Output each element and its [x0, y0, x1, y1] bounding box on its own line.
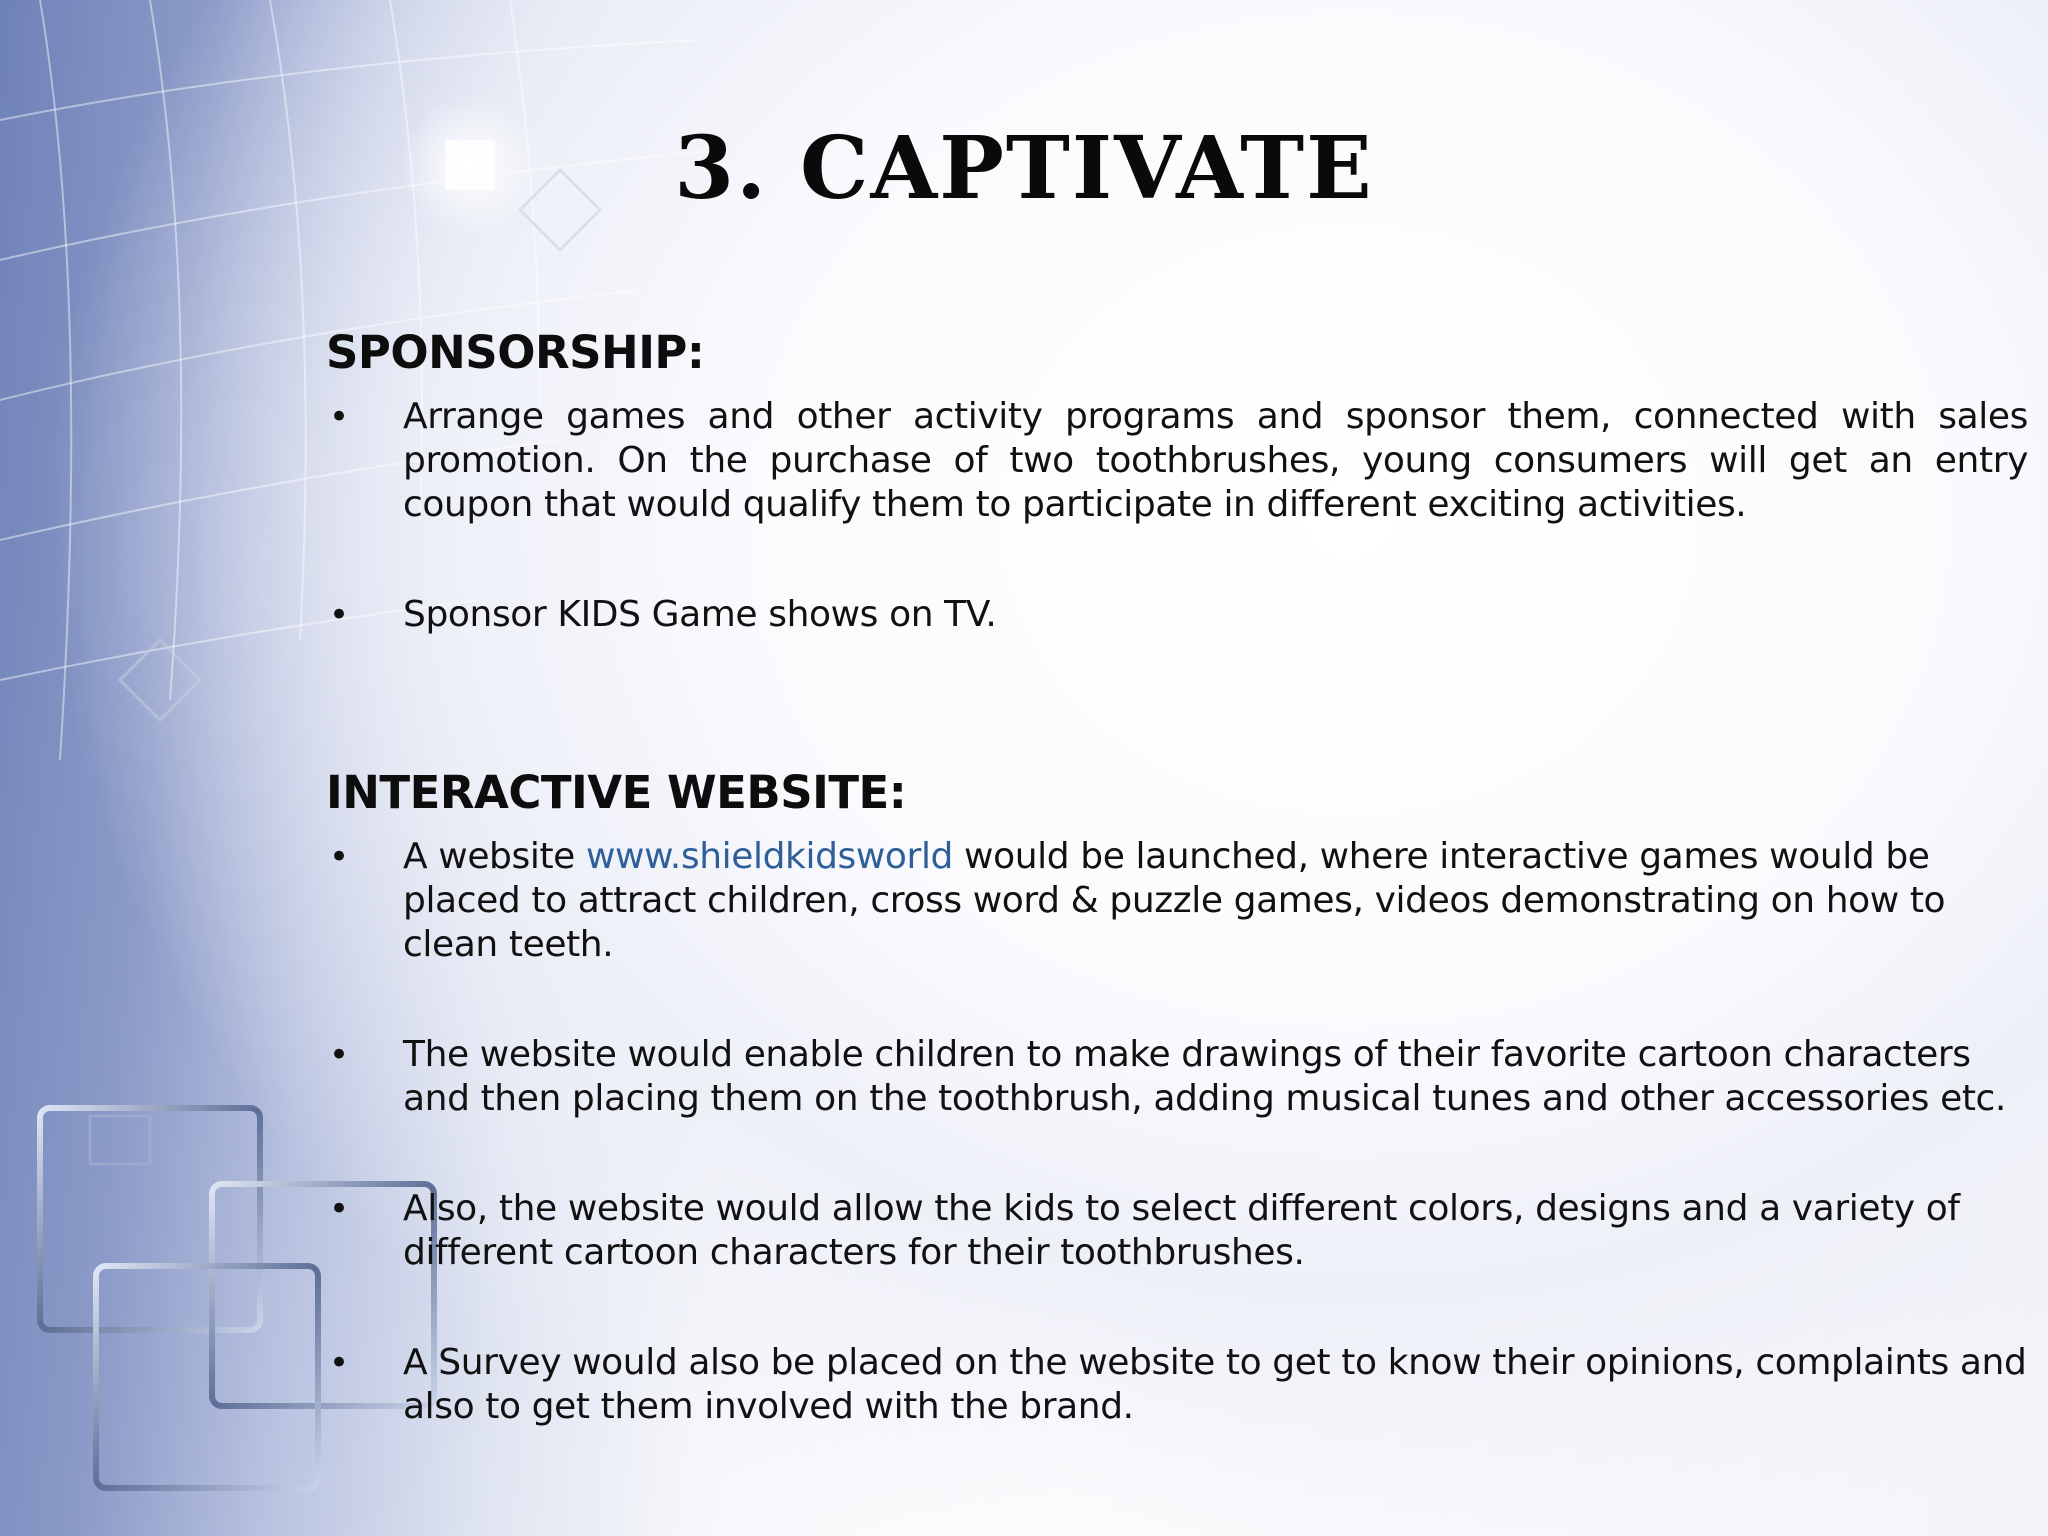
- website-heading: INTERACTIVE WEBSITE:: [326, 766, 907, 819]
- list-item-text: Also, the website would allow the kids to select different colors, designs and a variety of different cartoon characters for their toothbrushes.: [403, 1188, 1960, 1273]
- slide-content: [326, 326, 2028, 1427]
- text-run: would be launched, where interactive games would be placed to attract children, cross word & puzzle games, videos demonstrating on how to clean teeth.: [403, 836, 1946, 965]
- list-item: [326, 1033, 2028, 1121]
- sponsorship-list: [326, 395, 2028, 637]
- bullet-icon: •: [329, 1189, 349, 1229]
- bullet-icon: •: [329, 1035, 349, 1075]
- list-item-text: [403, 836, 1945, 965]
- bullet-icon: •: [329, 397, 349, 437]
- website-list: [326, 835, 2028, 1429]
- sponsorship-section: [326, 326, 2028, 637]
- list-item-text: Arrange games and other activity programs and sponsor them, connected with sales promotion. On the purchase of two toothbrushes, young consumers will get an entry coupon that would qualify them to participate in different exciting activities.: [403, 396, 2028, 525]
- sponsorship-heading: SPONSORSHIP:: [326, 326, 705, 379]
- list-item-text: A Survey would also be placed on the website to get to know their opinions, complaints and also to get them involved with the brand.: [403, 1342, 2027, 1427]
- website-link[interactable]: www.shieldkidsworld: [585, 836, 954, 877]
- list-item-text: The website would enable children to make drawings of their favorite cartoon characters and then placing them on the toothbrush, adding musical tunes and other accessories etc.: [403, 1034, 2006, 1119]
- bullet-icon: •: [329, 595, 349, 635]
- list-item: [326, 1341, 2028, 1429]
- list-item: [326, 395, 2028, 527]
- list-item: [326, 1187, 2028, 1275]
- bullet-icon: •: [329, 837, 349, 877]
- slide-title: 3. CAPTIVATE: [674, 118, 1374, 219]
- text-run: A website: [403, 836, 586, 877]
- bullet-icon: •: [329, 1343, 349, 1383]
- website-section: [326, 766, 2028, 1495]
- list-item: [326, 835, 2028, 967]
- list-item-text: Sponsor KIDS Game shows on TV.: [403, 594, 997, 635]
- list-item: [326, 593, 2028, 637]
